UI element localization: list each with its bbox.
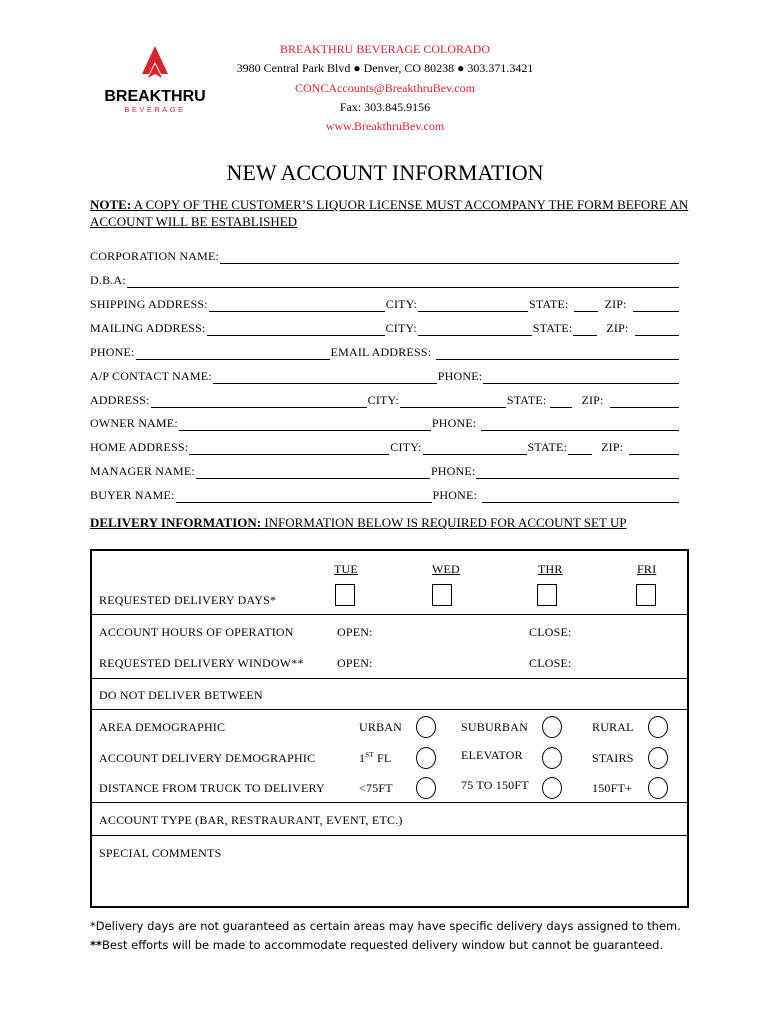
ap-address-field[interactable] [151,394,367,408]
mid-distance-radio[interactable] [542,777,562,799]
shipping-address-field[interactable] [209,298,385,312]
owner-name-field[interactable] [179,417,431,431]
mailing-address-row [90,318,680,336]
footnote-delivery-window [90,938,690,952]
email-address-field[interactable] [436,346,679,360]
account-type-label: ACCOUNT TYPE (BAR, RESTRAURANT, EVENT, ETC.) [99,813,403,827]
delivery-table [90,549,689,908]
first-floor-superscript: ST [365,751,374,759]
hours-open-label: OPEN: [337,625,373,639]
dba-label: D.B.A: [90,273,126,287]
elevator-radio[interactable] [542,747,562,769]
buyer-name-row [90,485,680,503]
note-text: A COPY OF THE CUSTOMER’S LIQUOR LICENSE MUST ACCOMPANY THE FORM BEFORE AN ACCOUNT WILL BE ESTABLISHED [90,197,689,229]
hours-close-label: CLOSE: [529,625,572,639]
ap-phone-label: PHONE: [437,369,483,383]
wed-checkbox[interactable] [432,584,452,606]
mailing-city-label: CITY: [385,321,417,335]
tue-checkbox[interactable] [335,584,355,606]
company-website[interactable]: www.BreakthruBev.com [325,119,445,133]
ap-state-label: STATE: [506,393,547,407]
owner-phone-label: PHONE: [431,416,477,430]
gt150-label: 150FT+ [592,781,632,795]
home-address-label: HOME ADDRESS: [90,440,189,454]
rural-label: RURAL [592,720,634,734]
mailing-address-field[interactable] [207,322,385,336]
area-demographic-label: AREA DEMOGRAPHIC [99,720,226,734]
manager-phone-label: PHONE: [430,464,476,478]
manager-name-row [90,461,680,479]
ap-zip-label: ZIP: [581,393,604,407]
shipping-zip-field[interactable] [633,298,679,312]
stairs-label: STAIRS [592,751,634,765]
divider [92,678,687,679]
do-not-deliver-label: DO NOT DELIVER BETWEEN [99,688,263,702]
delivery-info-heading [90,515,690,531]
mailing-zip-field[interactable] [635,322,680,336]
shipping-address-label: SHIPPING ADDRESS: [90,297,208,311]
owner-name-row [90,413,680,431]
lt75-radio[interactable] [416,777,436,799]
home-zip-label: ZIP: [601,440,624,454]
delivery-heading-bold: DELIVERY INFORMATION: [90,515,262,530]
footnote-window-text: Best efforts will be made to accommodate requested delivery window but cannot be guaranteed. [102,938,664,952]
lt75-label: <75FT [359,781,393,795]
corporation-name-field[interactable] [220,250,679,264]
home-state-field[interactable] [568,441,592,455]
ap-address-row [90,390,680,408]
rural-radio[interactable] [648,716,668,738]
window-label: REQUESTED DELIVERY WINDOW** [99,656,304,670]
dba-field[interactable] [127,274,679,288]
logo-subtext: BEVERAGE [124,105,186,114]
fri-checkbox[interactable] [636,584,656,606]
urban-radio[interactable] [416,716,436,738]
suburban-label: SUBURBAN [461,720,528,734]
owner-phone-field[interactable] [481,417,679,431]
buyer-phone-field[interactable] [482,489,679,503]
day-header-fri: FRI [637,562,657,576]
home-address-row [90,437,680,455]
company-fax: Fax: 303.845.9156 [339,100,431,114]
company-name: BREAKTHRU BEVERAGE COLORADO [280,42,490,56]
day-header-wed: WED [432,562,460,576]
stairs-radio[interactable] [648,747,668,769]
divider [92,614,687,615]
dba-row [90,270,680,288]
phone-field[interactable] [136,346,330,360]
ap-city-field[interactable] [400,394,506,408]
day-header-tue: TUE [334,562,358,576]
company-address: 3980 Central Park Blvd ● Denver, CO 80238 ● 303.371.3421 [236,61,534,75]
home-address-field[interactable] [189,441,389,455]
delivery-heading-text: INFORMATION BELOW IS REQUIRED FOR ACCOUNT SET UP [261,515,627,530]
shipping-address-row [90,294,680,312]
divider [92,709,687,710]
ap-city-label: CITY: [367,393,399,407]
buyer-name-label: BUYER NAME: [90,488,175,502]
gt150-radio[interactable] [648,777,668,799]
ap-contact-label: A/P CONTACT NAME: [90,369,212,383]
ap-contact-field[interactable] [213,370,437,384]
shipping-state-label: STATE: [529,297,569,311]
distance-label: DISTANCE FROM TRUCK TO DELIVERY [99,781,325,795]
shipping-city-field[interactable] [418,298,528,312]
footnote-delivery-days: *Delivery days are not guaranteed as certain areas may have specific delivery days assigned to them. [90,919,681,933]
home-state-label: STATE: [527,440,568,454]
phone-email-row [90,342,680,360]
day-header-thr: THR [538,562,563,576]
shipping-zip-label: ZIP: [604,297,627,311]
ap-state-field[interactable] [550,394,572,408]
account-delivery-demographic-label: ACCOUNT DELIVERY DEMOGRAPHIC [99,751,316,765]
email-address-label: EMAIL ADDRESS: [330,345,432,359]
first-floor-suffix: FL [373,751,392,765]
buyer-phone-label: PHONE: [432,488,478,502]
home-city-field[interactable] [423,441,527,455]
urban-label: URBAN [359,720,403,734]
first-floor-label [359,751,391,766]
ap-contact-row [90,366,680,384]
mailing-state-field[interactable] [573,322,597,336]
company-email[interactable]: CONCAccounts@BreakthruBev.com [295,81,475,95]
ap-phone-field[interactable] [483,370,679,384]
mid-distance-label: 75 TO 150FT [461,778,529,792]
owner-name-label: OWNER NAME: [90,416,178,430]
first-floor-number: 1 [359,751,366,765]
buyer-name-field[interactable] [176,489,432,503]
shipping-city-label: CITY: [385,297,417,311]
mailing-city-field[interactable] [418,322,532,336]
mailing-address-label: MAILING ADDRESS: [90,321,206,335]
home-zip-field[interactable] [629,441,679,455]
window-open-label: OPEN: [337,656,373,670]
thr-checkbox[interactable] [537,584,557,606]
hours-label: ACCOUNT HOURS OF OPERATION [99,625,294,639]
mailing-state-label: STATE: [532,321,573,335]
divider [92,802,687,803]
page-title: NEW ACCOUNT INFORMATION [226,160,544,185]
corporation-name-row [90,246,680,264]
ap-address-label: ADDRESS: [90,393,150,407]
manager-name-field[interactable] [196,465,430,479]
first-floor-radio[interactable] [416,747,436,769]
corporation-name-label: CORPORATION NAME: [90,249,220,263]
window-close-label: CLOSE: [529,656,572,670]
suburban-radio[interactable] [542,716,562,738]
elevator-label: ELEVATOR [461,748,523,762]
mailing-zip-label: ZIP: [606,321,629,335]
logo-text: BREAKTHRU [104,88,206,105]
note-label: NOTE: [90,197,132,212]
requested-days-label: REQUESTED DELIVERY DAYS* [99,593,277,607]
shipping-state-field[interactable] [574,298,598,312]
special-comments-label: SPECIAL COMMENTS [99,846,222,860]
manager-phone-field[interactable] [476,465,679,479]
ap-zip-field[interactable] [610,394,679,408]
footnote-marker: ** [90,938,103,952]
divider [92,835,687,836]
manager-name-label: MANAGER NAME: [90,464,195,478]
home-city-label: CITY: [390,440,422,454]
license-note [90,196,690,230]
phone-label: PHONE: [90,345,135,359]
